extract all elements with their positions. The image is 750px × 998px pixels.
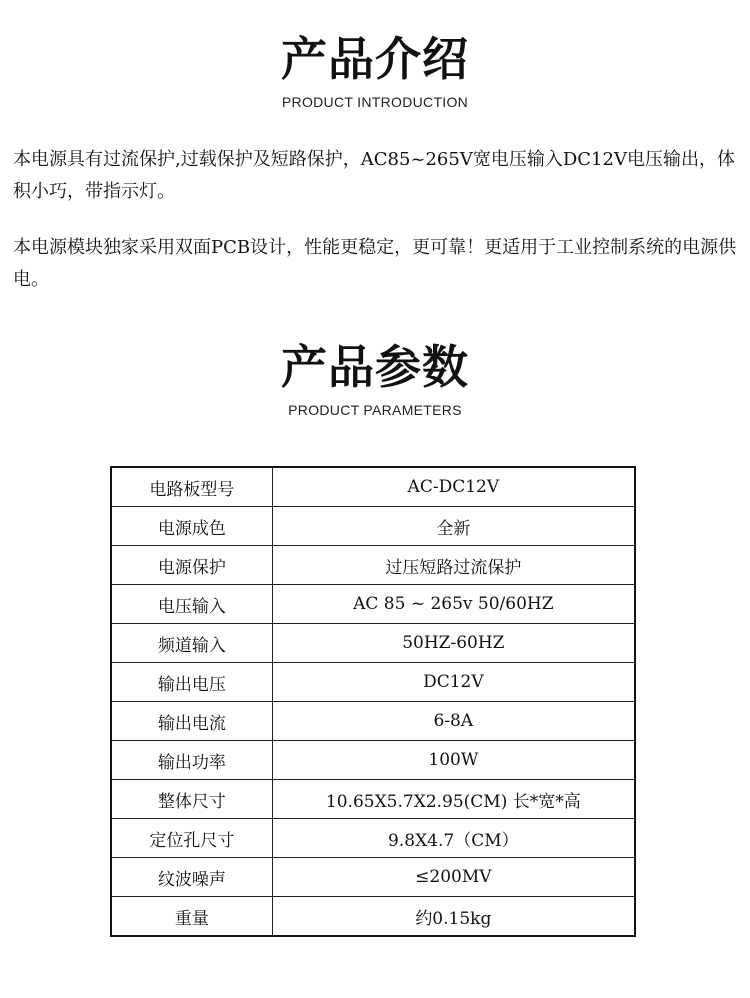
parameters-table [110,466,636,937]
product-parameters-title: 产品参数 [281,340,469,394]
param-value: 全新 [272,507,635,546]
table-row [111,741,635,780]
param-value: 约0.15kg [272,897,635,937]
param-label: 重量 [111,897,272,937]
table-row [111,507,635,546]
intro-paragraph-1: 本电源具有过流保护,过载保护及短路保护，AC85~265V宽电压输入DC12V电压输出，体积小巧，带指示灯。 [13,149,735,202]
table-row [111,897,635,937]
param-value: 50HZ-60HZ [272,624,635,663]
param-label: 电源成色 [111,507,272,546]
product-introduction-subtitle: PRODUCT INTRODUCTION [281,94,469,110]
product-parameters-subtitle: PRODUCT PARAMETERS [288,402,462,418]
table-row [111,624,635,663]
param-label: 电压输入 [111,585,272,624]
param-label: 频道输入 [111,624,272,663]
param-label: 纹波噪声 [111,858,272,897]
param-value: 100W [272,741,635,780]
table-row [111,780,635,819]
intro-paragraph-2: 本电源模块独家采用双面PCB设计，性能更稳定，更可靠！更适用于工业控制系统的电源供电。 [13,237,737,290]
table-row [111,858,635,897]
param-label: 输出电流 [111,702,272,741]
param-value: 6-8A [272,702,635,741]
table-row [111,702,635,741]
param-value: AC 85 ~ 265v 50/60HZ [272,585,635,624]
table-row [111,546,635,585]
param-value: 10.65X5.7X2.95(CM) 长*宽*高 [272,780,635,819]
param-label: 输出功率 [111,741,272,780]
table-row [111,819,635,858]
param-value: 过压短路过流保护 [272,546,635,585]
param-value: 9.8X4.7（CM） [272,819,635,858]
param-label: 电路板型号 [111,467,272,507]
table-row [111,663,635,702]
table-row [111,467,635,507]
product-introduction-title: 产品介绍 [281,32,469,86]
param-label: 整体尺寸 [111,780,272,819]
param-value: ≤200MV [272,858,635,897]
param-label: 电源保护 [111,546,272,585]
param-value: AC-DC12V [272,467,635,507]
param-label: 定位孔尺寸 [111,819,272,858]
param-value: DC12V [272,663,635,702]
param-label: 输出电压 [111,663,272,702]
table-row [111,585,635,624]
